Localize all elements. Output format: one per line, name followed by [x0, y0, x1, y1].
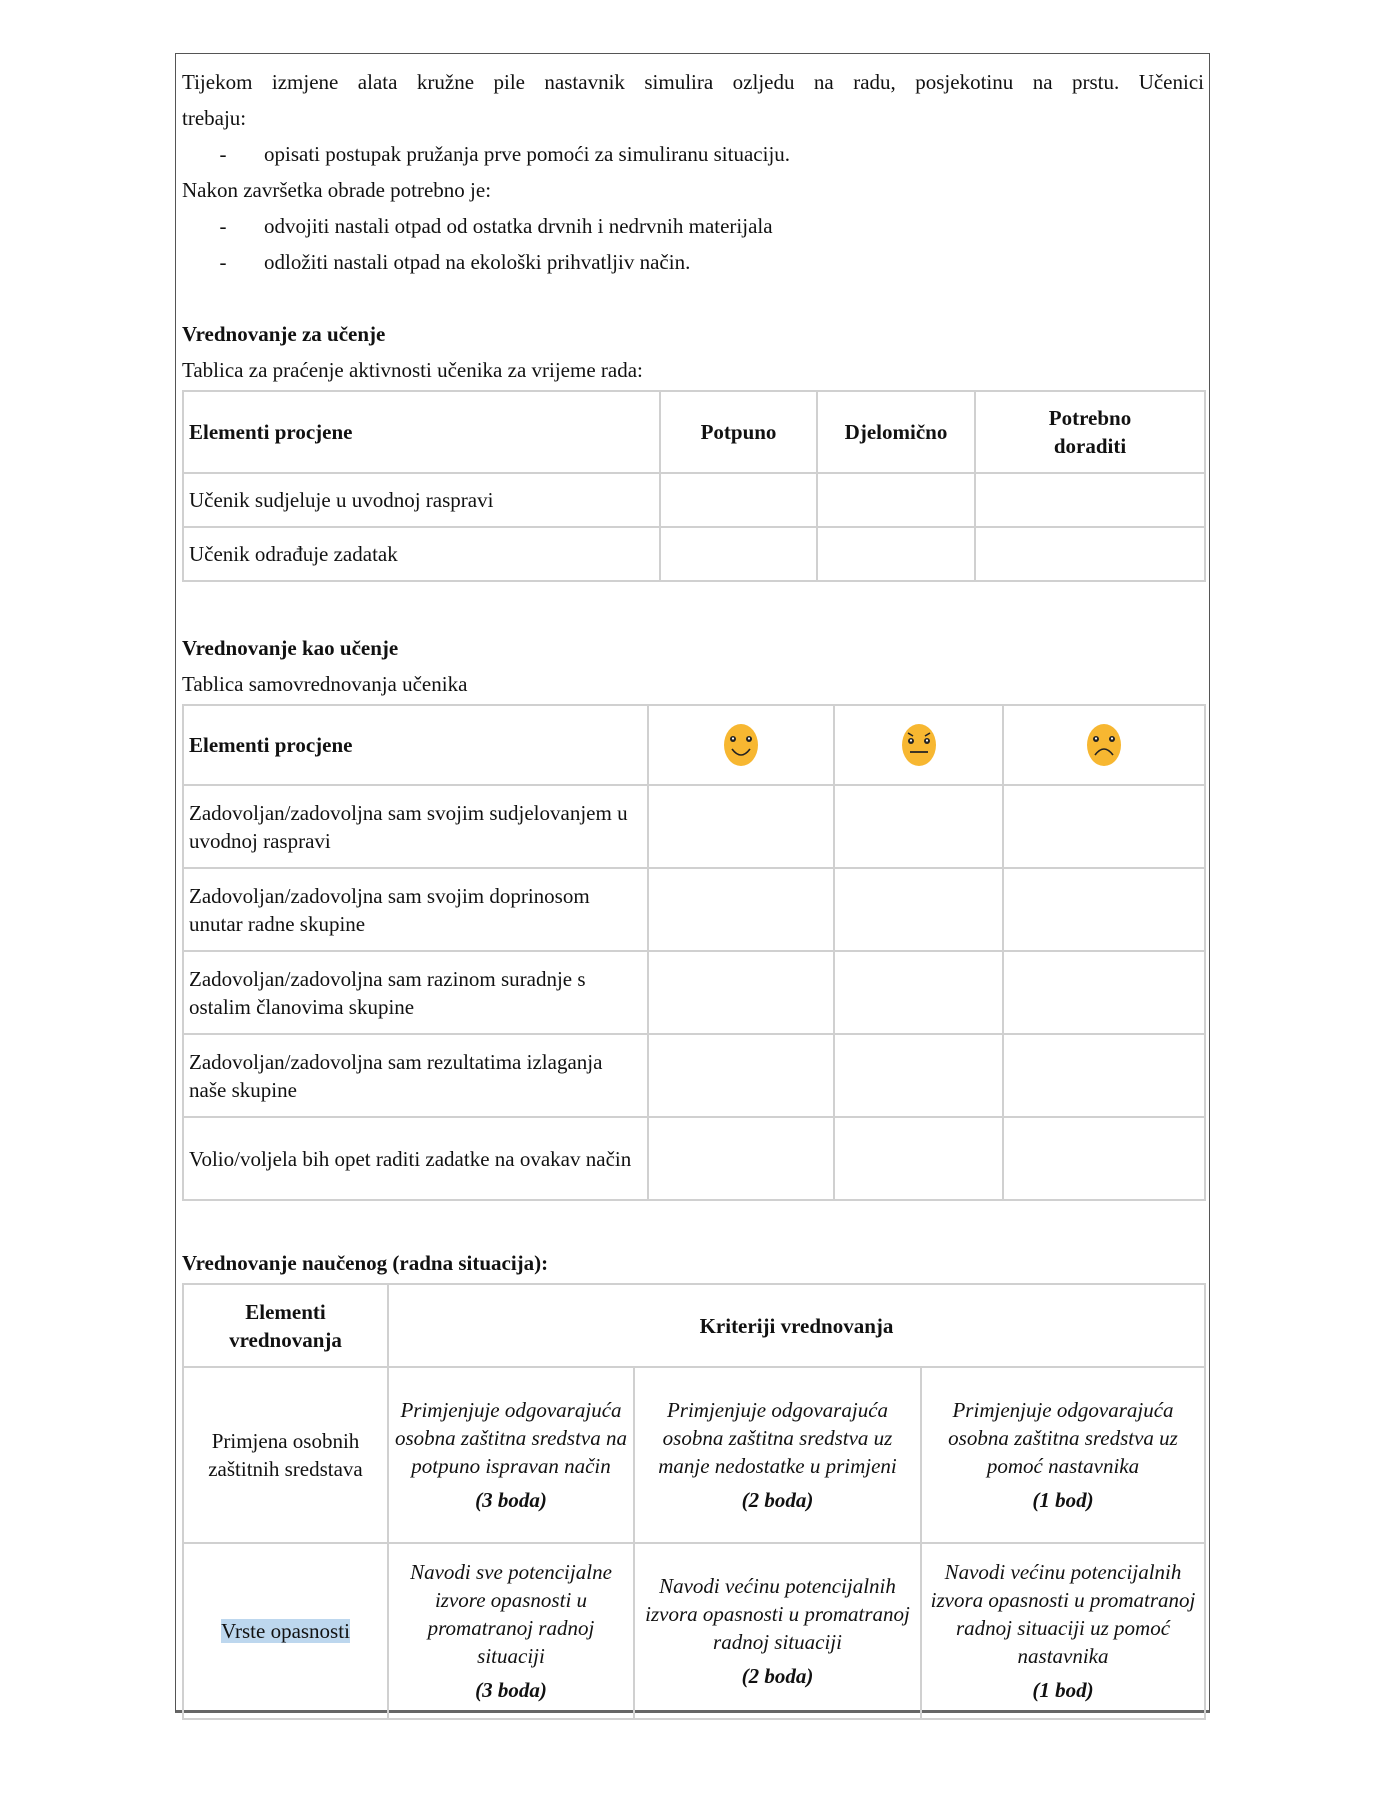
criterion-cell [388, 1367, 634, 1543]
rating-cell[interactable] [648, 868, 834, 951]
criterion-text: Navodi većinu potencijalnih izvora opasnosti u promatranoj radnoj situaciji uz pomoć nastavnika [930, 1560, 1196, 1668]
rating-cell[interactable] [1003, 1117, 1205, 1200]
rating-cell[interactable] [648, 785, 834, 868]
table-row [183, 951, 1205, 1034]
after-task-text: odložiti nastali otpad na ekološki prihvatljiv način. [264, 250, 691, 274]
task-list-item [182, 136, 1204, 172]
section-heading-vrednovanje-kao-ucenje: Vrednovanje kao učenje [182, 636, 399, 660]
rating-cell[interactable] [834, 785, 1003, 868]
table-row [183, 785, 1205, 868]
criterion-points: (1 bod) [1032, 1488, 1094, 1512]
table-header-row [183, 391, 1205, 473]
column-header: Elementi procjene [183, 705, 648, 785]
rating-cell[interactable] [1003, 1034, 1205, 1117]
rating-cell[interactable] [1003, 951, 1205, 1034]
criterion-text: Primjenjuje odgovarajuća osobna zaštitna sredstva na potpuno ispravan način [395, 1398, 627, 1478]
column-header: Potrebno doraditi [975, 391, 1205, 473]
rating-cell[interactable] [648, 1117, 834, 1200]
table-row [183, 1117, 1205, 1200]
after-task-text: odvojiti nastali otpad od ostatka drvnih i nedrvnih materijala [264, 214, 773, 238]
rating-cell[interactable] [648, 951, 834, 1034]
table-row [183, 1034, 1205, 1117]
rating-cell[interactable] [660, 527, 817, 581]
column-header: Elementi procjene [183, 391, 660, 473]
criterion-text: Navodi većinu potencijalnih izvora opasnosti u promatranoj radnoj situaciji [645, 1574, 910, 1654]
section-subtitle: Tablica samovrednovanja učenika [182, 672, 468, 696]
row-label: Volio/voljela bih opet raditi zadatke na ovakav način [183, 1117, 648, 1200]
sad-face-icon [1084, 723, 1124, 767]
criterion-cell [921, 1367, 1205, 1543]
criterion-cell [634, 1367, 921, 1543]
criterion-text: Navodi sve potencijalne izvore opasnosti u promatranoj radnoj situaciji [410, 1560, 612, 1668]
criterion-cell [634, 1543, 921, 1719]
column-header: Djelomično [817, 391, 975, 473]
table-header-row [183, 1284, 1205, 1367]
happy-face-icon [721, 723, 761, 767]
task-text: opisati postupak pružanja prve pomoći za simuliranu situaciju. [264, 142, 791, 166]
intro-paragraph-line2: trebaju: [182, 106, 247, 130]
self-assessment-table [182, 704, 1206, 1201]
criterion-points: (2 boda) [741, 1488, 814, 1512]
rating-cell[interactable] [648, 1034, 834, 1117]
intro-paragraph-line1: Tijekom izmjene alata kružne pile nastavnik simulira ozljedu na radu, posjekotinu na prstu. Učenici [182, 70, 1204, 94]
section-subtitle: Tablica za praćenje aktivnosti učenika za vrijeme rada: [182, 358, 643, 382]
happy-face-header [648, 705, 834, 785]
rating-cell[interactable] [834, 1117, 1003, 1200]
criterion-cell [921, 1543, 1205, 1719]
criterion-text: Primjenjuje odgovarajuća osobna zaštitna sredstva uz pomoć nastavnika [948, 1398, 1178, 1478]
criterion-points: (3 boda) [475, 1678, 547, 1702]
criterion-points: (3 boda) [475, 1488, 547, 1512]
row-label: Učenik odrađuje zadatak [183, 527, 660, 581]
criterion-points: (2 boda) [741, 1664, 814, 1688]
bullet-dash: - [219, 250, 227, 274]
rating-cell[interactable] [975, 527, 1205, 581]
row-label: Zadovoljan/zadovoljna sam svojim sudjelovanjem u uvodnoj raspravi [183, 785, 648, 868]
highlighted-element-label[interactable]: Vrste opasnosti [221, 1619, 350, 1643]
rating-cell[interactable] [1003, 868, 1205, 951]
column-header: Elementi vrednovanja [183, 1284, 388, 1367]
element-label: Primjena osobnih zaštitnih sredstava [183, 1367, 388, 1543]
rating-cell[interactable] [817, 527, 975, 581]
column-header: Potpuno [660, 391, 817, 473]
after-task-item [182, 244, 1204, 280]
table-row [183, 1367, 1205, 1543]
rating-cell[interactable] [834, 868, 1003, 951]
rating-cell[interactable] [834, 1034, 1003, 1117]
after-task-item [182, 208, 1204, 244]
element-label-cell [183, 1543, 388, 1719]
bullet-dash: - [219, 214, 227, 238]
table-row [183, 473, 1205, 527]
neutral-face-header [834, 705, 1003, 785]
after-label: Nakon završetka obrade potrebno je: [182, 178, 492, 202]
evaluation-criteria-table [182, 1283, 1206, 1720]
rating-cell[interactable] [1003, 785, 1205, 868]
rating-cell[interactable] [975, 473, 1205, 527]
criterion-text: Primjenjuje odgovarajuća osobna zaštitna sredstva uz manje nedostatke u primjeni [658, 1398, 897, 1478]
bullet-dash: - [219, 142, 227, 166]
section-heading-vrednovanje-naucenog: Vrednovanje naučenog (radna situacija): [182, 1251, 549, 1275]
rating-cell[interactable] [817, 473, 975, 527]
row-label: Zadovoljan/zadovoljna sam rezultatima izlaganja naše skupine [183, 1034, 648, 1117]
table-header-row [183, 705, 1205, 785]
rating-cell[interactable] [834, 951, 1003, 1034]
table-row [183, 1543, 1205, 1719]
row-label: Zadovoljan/zadovoljna sam razinom suradnje s ostalim članovima skupine [183, 951, 648, 1034]
activity-tracking-table [182, 390, 1206, 582]
criterion-cell [388, 1543, 634, 1719]
row-label: Učenik sudjeluje u uvodnoj raspravi [183, 473, 660, 527]
column-header: Kriteriji vrednovanja [388, 1284, 1205, 1367]
row-label: Zadovoljan/zadovoljna sam svojim doprinosom unutar radne skupine [183, 868, 648, 951]
criterion-points: (1 bod) [1032, 1678, 1094, 1702]
neutral-face-icon [899, 723, 939, 767]
document-content [182, 64, 1204, 1720]
section-heading-vrednovanje-za-ucenje: Vrednovanje za učenje [182, 322, 386, 346]
rating-cell[interactable] [660, 473, 817, 527]
table-row [183, 527, 1205, 581]
sad-face-header [1003, 705, 1205, 785]
table-row [183, 868, 1205, 951]
